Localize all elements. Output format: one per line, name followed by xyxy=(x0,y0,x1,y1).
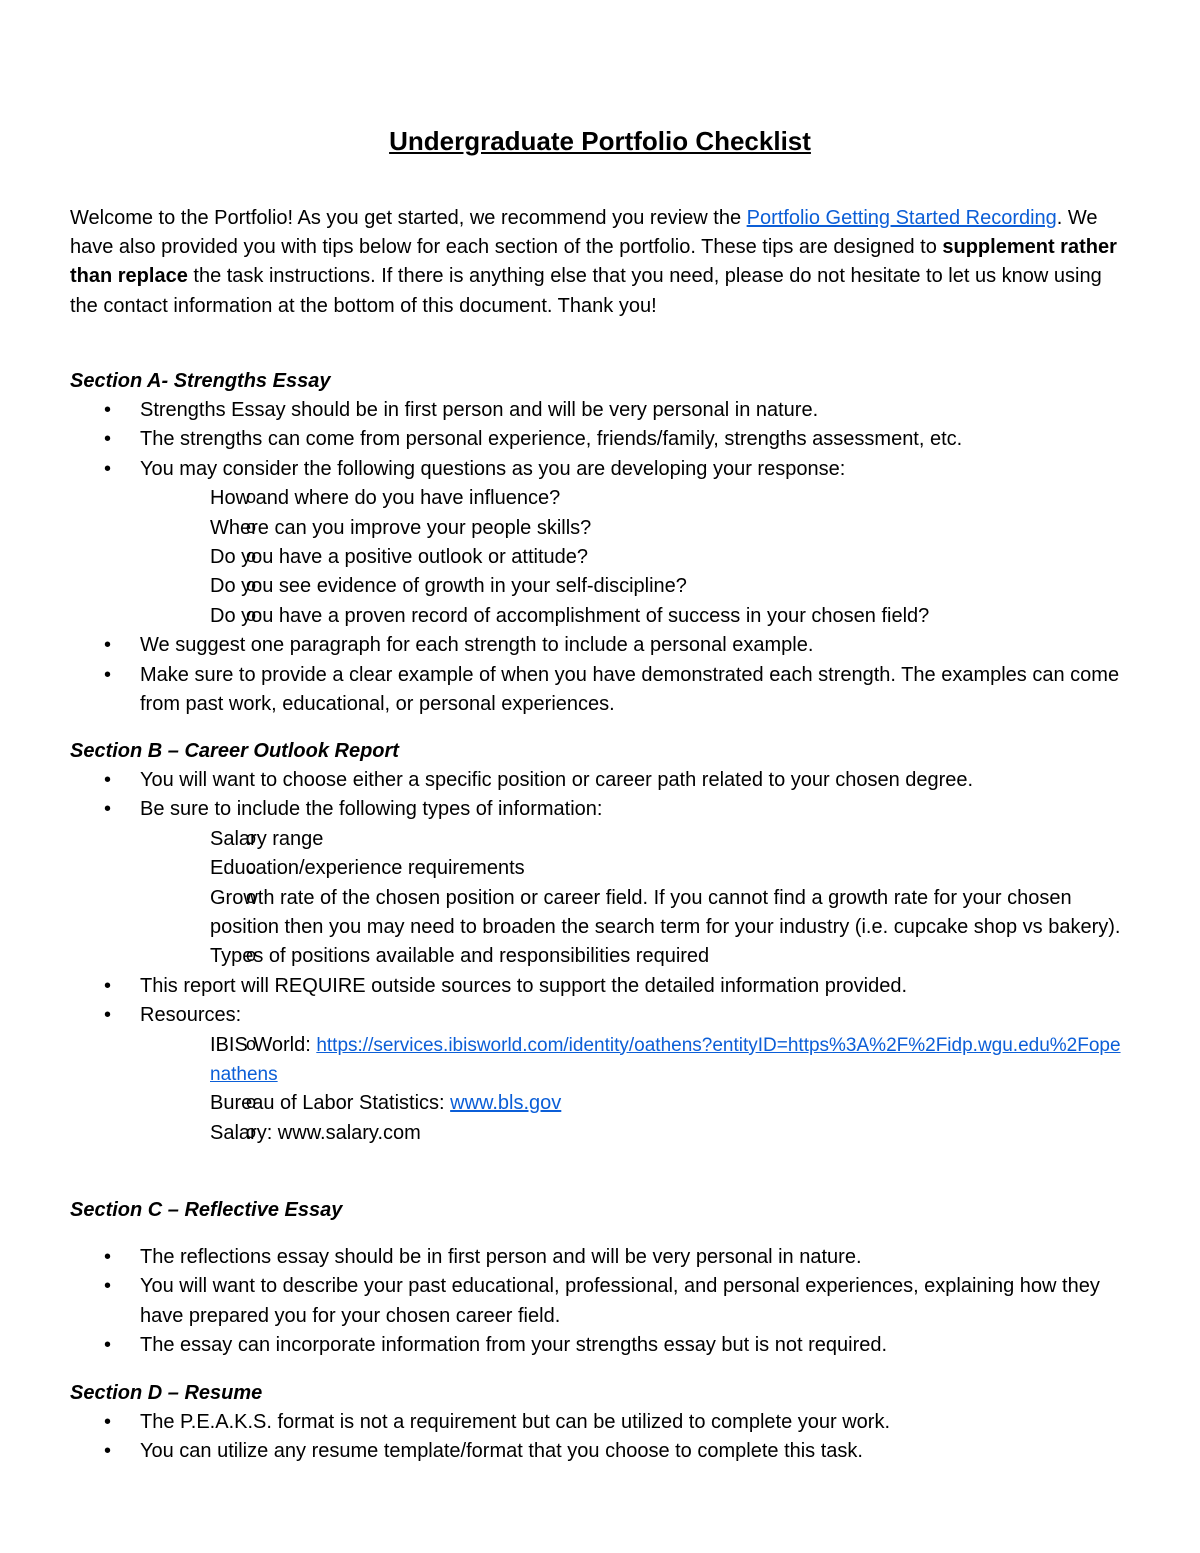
section-d-list xyxy=(70,1408,1130,1467)
sub-list-item: o Salary range xyxy=(140,825,1130,854)
intro-bold-text: supplement rather than replace xyxy=(70,236,1117,288)
list-item: • You can utilize any resume template/format that you choose to complete this task. xyxy=(70,1437,1130,1466)
sub-list-item xyxy=(140,1089,1130,1118)
list-item: • Strengths Essay should be in first person and will be very personal in nature. xyxy=(70,396,1130,425)
intro-text-1: Welcome to the Portfolio! As you get started, we recommend you review the xyxy=(70,207,747,229)
page-title: Undergraduate Portfolio Checklist xyxy=(389,126,811,156)
sub-list-item: o Education/experience requirements xyxy=(140,854,1130,883)
sub-list-item: o Do you have a positive outlook or attitude? xyxy=(140,543,1130,572)
list-item xyxy=(70,455,1130,631)
sub-list-item: o Types of positions available and responsibilities required xyxy=(140,942,1130,971)
info-types-list xyxy=(212,825,1130,972)
list-item: • The P.E.A.K.S. format is not a requirement but can be utilized to complete your work. xyxy=(70,1408,1130,1437)
section-b xyxy=(70,737,1130,1148)
sub-list-item: o Growth rate of the chosen position or career field. If you cannot find a growth rate for your chosen position then you may need to broaden the search term for your industry (i.e. cupcake shop vs bakery). xyxy=(140,884,1130,943)
sub-list-item: o Do you see evidence of growth in your self-discipline? xyxy=(140,572,1130,601)
section-a xyxy=(70,367,1130,719)
section-c-list xyxy=(70,1243,1130,1361)
list-item: • The strengths can come from personal experience, friends/family, strengths assessment, etc. xyxy=(70,425,1130,454)
section-a-heading: Section A- Strengths Essay xyxy=(70,370,331,392)
sub-list-item xyxy=(140,1031,1130,1090)
intro-text-3: the task instructions. If there is anything else that you need, please do not hesitate to let us know using the contact information at the bottom of this document. Thank you! xyxy=(70,265,1102,317)
section-c-heading: Section C – Reflective Essay xyxy=(70,1199,343,1221)
list-item: • The essay can incorporate information from your strengths essay but is not required. xyxy=(70,1331,1130,1360)
list-item-text: You may consider the following questions as you are developing your response: xyxy=(140,457,846,480)
list-item: • This report will REQUIRE outside sources to support the detailed information provided. xyxy=(70,972,1130,1001)
ibis-world-link[interactable]: https://services.ibisworld.com/identity/oathens?entityID=https%3A%2F%2Fidp.wgu.edu%2Fopenathens xyxy=(210,1034,1121,1086)
intro-text-2: . We have also provided you with tips below for each section of the portfolio. These tips are designed to xyxy=(70,207,1098,259)
questions-list xyxy=(212,484,1130,631)
sub-list-item: o Salary: www.salary.com xyxy=(140,1119,1130,1148)
section-a-list xyxy=(70,396,1130,719)
sub-list-item: o Where can you improve your people skills? xyxy=(140,514,1130,543)
list-item-text: Be sure to include the following types of information: xyxy=(140,798,603,821)
intro-paragraph xyxy=(70,204,1130,321)
getting-started-link[interactable]: Portfolio Getting Started Recording xyxy=(746,207,1057,229)
sub-list-item: o Do you have a proven record of accomplishment of success in your chosen field? xyxy=(140,602,1130,631)
section-d-heading: Section D – Resume xyxy=(70,1382,263,1404)
spacer xyxy=(70,1225,1130,1243)
resources-list xyxy=(212,1031,1130,1149)
list-item-text: Resources: xyxy=(140,1004,242,1027)
resource-label: IBIS World: xyxy=(210,1033,317,1056)
list-item: • Make sure to provide a clear example of when you have demonstrated each strength. The examples can come from past work, educational, or personal experiences. xyxy=(70,661,1130,720)
section-d xyxy=(70,1379,1130,1467)
list-item: • We suggest one paragraph for each strength to include a personal example. xyxy=(70,631,1130,660)
list-item: • You will want to describe your past educational, professional, and personal experiences, explaining how they have prepared you for your chosen career field. xyxy=(70,1272,1130,1331)
resource-label: Bureau of Labor Statistics: xyxy=(210,1092,451,1115)
section-c xyxy=(70,1196,1130,1361)
list-item xyxy=(70,795,1130,971)
sub-list-item: o How and where do you have influence? xyxy=(140,484,1130,513)
list-item: • The reflections essay should be in first person and will be very personal in nature. xyxy=(70,1243,1130,1272)
bls-link[interactable]: www.bls.gov xyxy=(450,1092,562,1115)
list-item xyxy=(70,1001,1130,1148)
section-b-heading: Section B – Career Outlook Report xyxy=(70,740,399,762)
list-item: • You will want to choose either a specific position or career path related to your chosen degree. xyxy=(70,766,1130,795)
section-b-list xyxy=(70,766,1130,1148)
